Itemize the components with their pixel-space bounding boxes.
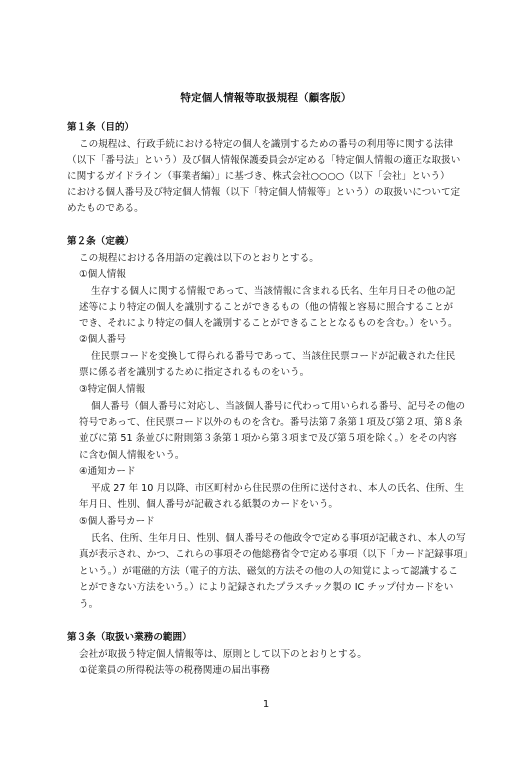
article-2-line: 述等により特定の個人を識別することができるもの（他の情報と容易に照合することが [79, 302, 454, 313]
article-1-line: （以下「番号法」という）及び個人情報保護委員会が定める「特定個人情報の適正な取扱い [67, 155, 461, 166]
definition-term: ①従業員の所得税法等の税務関連の届出事務 [79, 665, 270, 676]
article-2-line: 氏名、住所、生年月日、性別、個人番号その他政令で定める事項が記載され、本人の写 [91, 533, 466, 544]
document-title: 特定個人情報等取扱規程（顧客版） [180, 92, 352, 104]
article-1-line: この規程は、行政手続における特定の個人を識別するための番号の利用等に関する法律 [79, 139, 454, 150]
article-2-line: 年月日、性別、個人番号が記載される紙製のカードをいう。 [79, 499, 339, 510]
article-2-line: という。）が電磁的方法（電子的方法、磁気的方法その他の人の知覚によって認識するこ [79, 566, 458, 577]
article-3-line: 会社が取扱う特定個人情報等は、原則として以下のとおりとする。 [79, 649, 367, 660]
definition-term: ①個人情報 [79, 269, 126, 280]
article-2-line: 真が表示され、かつ、これらの事項その他総務省令で定める事項（以下「カード記録事項」 [79, 549, 473, 560]
article-2-line: 住民票コードを変換して得られる番号であって、当該住民票コードが記載された住民 [91, 351, 456, 362]
article-2-line: 票に係る者を識別するために指定されるものをいう。 [79, 367, 310, 378]
article-3-heading: 第３条（取扱い業務の範囲） [67, 632, 192, 643]
article-1-line: めたものである。 [67, 203, 144, 214]
article-1-line: における個人番号及び特定個人情報（以下「特定個人情報等」という）の取扱いについて定 [67, 187, 461, 198]
article-2-line: 符号であって、住民票コード以外のものを含む。番号法第７条第１項及び第２項、第８条 [79, 417, 463, 428]
article-2-line: でき、それにより特定の個人を識別することができることとなるものを含む。）をいう。 [79, 318, 458, 329]
definition-term: ③特定個人情報 [79, 384, 146, 395]
article-2-line: 個人番号（個人番号に対応し、当該個人番号に代わって用いられる番号、記号その他の [91, 401, 466, 412]
page-number: 1 [262, 699, 270, 710]
article-2-heading: 第２条（定義） [67, 236, 135, 247]
definition-term: ⑤個人番号カード [79, 516, 155, 527]
definition-term: ④通知カード [79, 466, 136, 477]
article-2-line: 平成 27 年 10 月以降、市区町村から住民票の住所に送付され、本人の氏名、住所、生 [91, 483, 464, 494]
definition-term: ②個人番号 [79, 334, 126, 345]
article-2-line: う。 [79, 599, 99, 610]
article-1-line: に関するガイドライン（事業者編）」に基づき、株式会社○○○○（以下「会社」という） [67, 171, 450, 182]
article-1-heading: 第１条（目的） [67, 122, 135, 133]
article-2-line: とができない方法をいう。）により記録されたプラスチック製の IC チップ付カードをい [79, 582, 454, 593]
article-2-line: に含む個人情報をいう。 [79, 450, 185, 461]
article-2-line: この規程における各用語の定義は以下のとおりとする。 [79, 253, 319, 264]
article-2-line: 並びに第 51 条並びに附則第３条第１項から第３項まで及び第５項を除く。）をその内容 [79, 433, 457, 444]
article-2-line: 生存する個人に関する情報であって、当該情報に含まれる氏名、生年月日その他の記 [91, 286, 456, 297]
